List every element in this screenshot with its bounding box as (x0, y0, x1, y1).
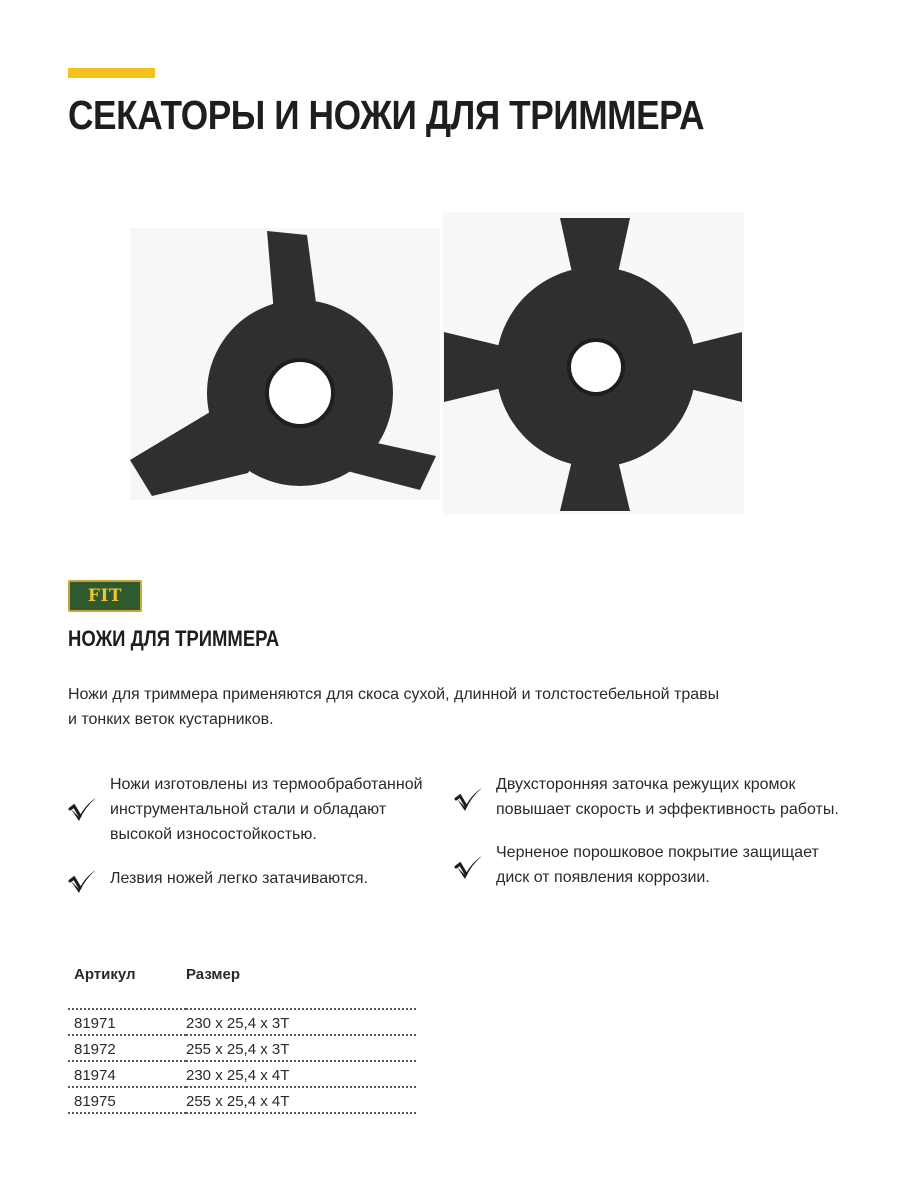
feature-line: Ножи изготовлены из термообработанной (110, 776, 423, 793)
intro-line-1: Ножи для триммера применяются для скоса сухой, длинной и толстостебельной травы (68, 686, 720, 703)
article-cell: 81974 (68, 1061, 186, 1087)
intro-line-2: и тонких веток кустарников. (68, 711, 274, 728)
table-header-row (68, 966, 416, 1009)
size-cell: 230 х 25,4 х 3Т (186, 1009, 416, 1035)
table-row (68, 1035, 416, 1061)
feature-line: Двухсторонняя заточка режущих кромок (496, 776, 796, 793)
feature-text (496, 840, 819, 890)
feature-line: высокой износостойкостью. (110, 826, 317, 843)
feature-text (110, 772, 423, 847)
table-row (68, 1087, 416, 1113)
checkmark-icon (68, 866, 98, 896)
checkmark-icon (68, 794, 98, 824)
size-cell: 230 х 25,4 х 4Т (186, 1061, 416, 1087)
feature-text (496, 772, 839, 822)
checkmark-icon (454, 852, 484, 882)
table-row (68, 1009, 416, 1035)
brand-logo-text: FIT (87, 586, 123, 606)
feature-line: повышает скорость и эффективность работы. (496, 801, 839, 818)
table-row (68, 1061, 416, 1087)
spec-table (68, 966, 416, 1114)
column-header-article: Артикул (68, 966, 186, 1009)
feature-line: инструментальной стали и обладают (110, 801, 387, 818)
intro-paragraph (68, 682, 828, 732)
article-cell: 81972 (68, 1035, 186, 1061)
page-title: СЕКАТОРЫ И НОЖИ ДЛЯ ТРИММЕРА (68, 92, 705, 138)
checkmark-icon (454, 784, 484, 814)
fit-brand-logo (68, 580, 142, 612)
feature-text (110, 866, 368, 891)
three-tooth-blade-icon (130, 228, 440, 500)
article-cell: 81975 (68, 1087, 186, 1113)
four-tooth-blade-icon (442, 212, 744, 515)
title-accent-bar (68, 68, 155, 78)
feature-line: Лезвия ножей легко затачиваются. (110, 870, 369, 887)
size-cell: 255 х 25,4 х 4Т (186, 1087, 416, 1113)
column-header-size: Размер (186, 966, 416, 1009)
feature-line: Черненое порошковое покрытие защищает (496, 844, 819, 861)
size-cell: 255 х 25,4 х 3Т (186, 1035, 416, 1061)
article-cell: 81971 (68, 1009, 186, 1035)
feature-line: диск от появления коррозии. (496, 869, 710, 886)
section-heading: НОЖИ ДЛЯ ТРИММЕРА (68, 626, 280, 651)
